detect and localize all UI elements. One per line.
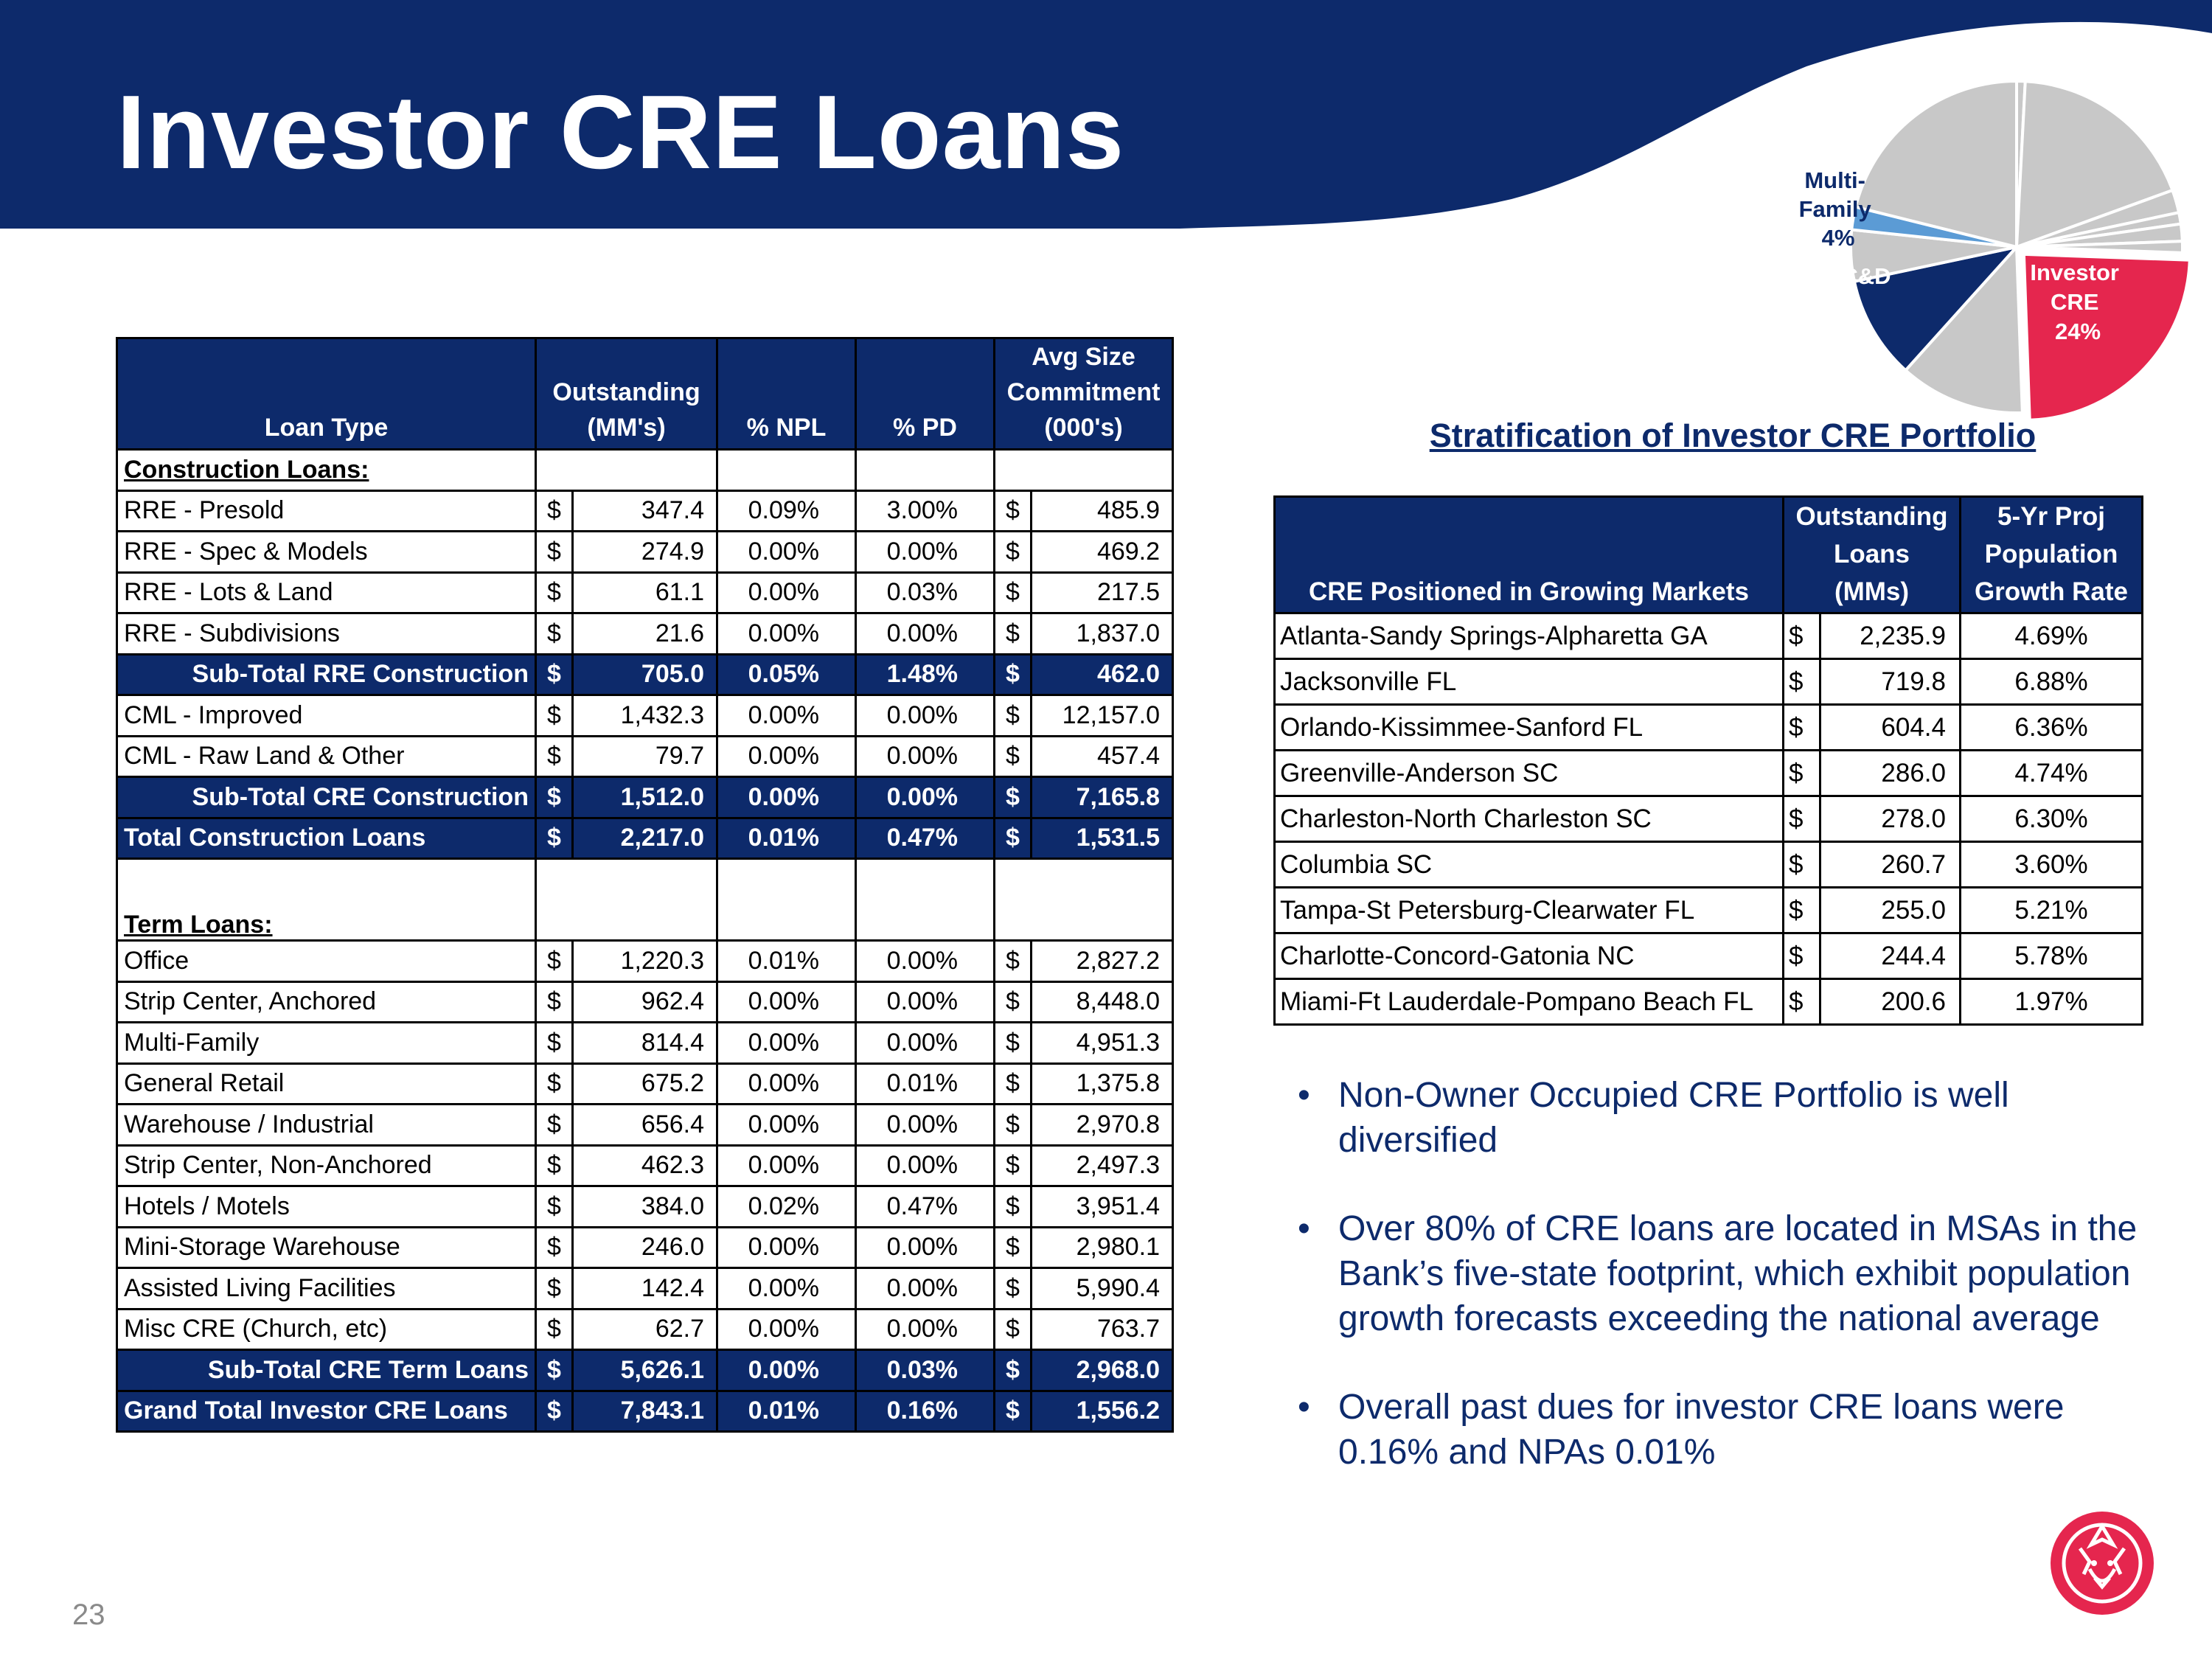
- loan-type-cell: Total Construction Loans: [117, 818, 536, 859]
- pd-cell: 0.03%: [856, 572, 995, 613]
- avg-size-cell: 4,951.3: [1032, 1023, 1173, 1064]
- section-header-row: [117, 859, 1173, 941]
- currency-cell: $: [995, 1145, 1032, 1186]
- growth-rate-cell: 6.36%: [1961, 705, 2143, 751]
- bullet-item: • Over 80% of CRE loans are located in MSAs in the Bank’s five-state footprint, which exhibit population growth forecasts exceeding the national average: [1298, 1206, 2138, 1341]
- currency-cell: $: [536, 1391, 573, 1432]
- npl-cell: 0.00%: [717, 1105, 856, 1146]
- outstanding-cell: 62.7: [573, 1309, 717, 1350]
- table-row: [117, 1145, 1173, 1186]
- table-row: [117, 1186, 1173, 1228]
- avg-size-cell: 217.5: [1032, 572, 1173, 613]
- outstanding-cell: 255.0: [1820, 888, 1961, 933]
- currency-cell: $: [536, 1309, 573, 1350]
- outstanding-cell: 5,626.1: [573, 1350, 717, 1391]
- loan-type-cell: RRE - Subdivisions: [117, 613, 536, 655]
- outstanding-cell: 200.6: [1820, 979, 1961, 1025]
- avg-size-cell: 457.4: [1032, 736, 1173, 777]
- pie-label-investor-cre: Investor CRE 24%: [2030, 260, 2119, 344]
- npl-cell: 0.00%: [717, 1145, 856, 1186]
- outstanding-cell: 462.3: [573, 1145, 717, 1186]
- market-cell: Columbia SC: [1275, 842, 1784, 888]
- avg-size-cell: 8,448.0: [1032, 981, 1173, 1023]
- currency-cell: $: [1784, 751, 1820, 796]
- loan-type-cell: Strip Center, Anchored: [117, 981, 536, 1023]
- currency-cell: $: [995, 532, 1032, 573]
- outstanding-cell: 675.2: [573, 1063, 717, 1105]
- empty-cell: [856, 859, 995, 941]
- pd-cell: 0.00%: [856, 1268, 995, 1310]
- loan-type-cell: Sub-Total RRE Construction: [117, 654, 536, 695]
- avg-size-cell: 7,165.8: [1032, 777, 1173, 818]
- bullet-item: • Non-Owner Occupied CRE Portfolio is well diversified: [1298, 1073, 2138, 1163]
- lion-logo-icon: [2047, 1504, 2157, 1637]
- currency-cell: $: [536, 490, 573, 532]
- empty-cell: [856, 450, 995, 491]
- market-cell: Miami-Ft Lauderdale-Pompano Beach FL: [1275, 979, 1784, 1025]
- outstanding-cell: 347.4: [573, 490, 717, 532]
- section-header-row: [117, 450, 1173, 491]
- currency-cell: $: [536, 654, 573, 695]
- table-row: [117, 572, 1173, 613]
- outstanding-cell: 814.4: [573, 1023, 717, 1064]
- pie-label-cd: C&D: [1841, 263, 1891, 289]
- currency-cell: $: [1784, 705, 1820, 751]
- table-header-row: [117, 338, 1173, 450]
- outstanding-cell: 2,217.0: [573, 818, 717, 859]
- outstanding-cell: 705.0: [573, 654, 717, 695]
- outstanding-cell: 1,432.3: [573, 695, 717, 737]
- pd-cell: 0.03%: [856, 1350, 995, 1391]
- currency-cell: $: [536, 1105, 573, 1146]
- loan-type-cell: CML - Improved: [117, 695, 536, 737]
- currency-cell: $: [995, 941, 1032, 982]
- currency-cell: $: [995, 572, 1032, 613]
- empty-cell: [717, 859, 856, 941]
- table-row: [117, 1268, 1173, 1310]
- npl-cell: 0.00%: [717, 572, 856, 613]
- table-row: [1275, 842, 2143, 888]
- pd-cell: 0.00%: [856, 695, 995, 737]
- currency-cell: $: [536, 1186, 573, 1228]
- currency-cell: $: [536, 1227, 573, 1268]
- npl-cell: 0.05%: [717, 654, 856, 695]
- npl-cell: 0.00%: [717, 1227, 856, 1268]
- loan-type-cell: Misc CRE (Church, etc): [117, 1309, 536, 1350]
- currency-cell: $: [995, 1023, 1032, 1064]
- section-title: Construction Loans:: [117, 450, 536, 491]
- empty-cell: [536, 450, 717, 491]
- npl-cell: 0.01%: [717, 941, 856, 982]
- growth-rate-cell: 1.97%: [1961, 979, 2143, 1025]
- npl-cell: 0.02%: [717, 1186, 856, 1228]
- total-row: [117, 777, 1173, 818]
- avg-size-cell: 2,968.0: [1032, 1350, 1173, 1391]
- currency-cell: $: [995, 613, 1032, 655]
- currency-cell: $: [995, 736, 1032, 777]
- loan-type-cell: Multi-Family: [117, 1023, 536, 1064]
- pie-label-multifamily: Multi- Family 4%: [1798, 167, 1871, 251]
- bullet-glyph: •: [1298, 1388, 1310, 1427]
- section-title: Term Loans:: [117, 859, 536, 941]
- market-cell: Charlotte-Concord-Gatonia NC: [1275, 933, 1784, 979]
- currency-cell: $: [995, 1105, 1032, 1146]
- avg-size-cell: 1,375.8: [1032, 1063, 1173, 1105]
- avg-size-cell: 12,157.0: [1032, 695, 1173, 737]
- table-row: [117, 1023, 1173, 1064]
- outstanding-cell: 1,220.3: [573, 941, 717, 982]
- npl-cell: 0.00%: [717, 1023, 856, 1064]
- growth-rate-cell: 5.78%: [1961, 933, 2143, 979]
- currency-cell: $: [536, 613, 573, 655]
- growing-markets-table: [1273, 495, 2143, 1026]
- table-row: [117, 941, 1173, 982]
- avg-size-cell: 1,837.0: [1032, 613, 1173, 655]
- currency-cell: $: [536, 1268, 573, 1310]
- outstanding-cell: 260.7: [1820, 842, 1961, 888]
- pd-cell: 1.48%: [856, 654, 995, 695]
- pd-cell: 0.00%: [856, 1145, 995, 1186]
- currency-cell: $: [1784, 842, 1820, 888]
- col-header-loan-type: Loan Type: [117, 338, 536, 450]
- loan-type-cell: Grand Total Investor CRE Loans: [117, 1391, 536, 1432]
- loan-type-cell: Mini-Storage Warehouse: [117, 1227, 536, 1268]
- currency-cell: $: [536, 777, 573, 818]
- pd-cell: 0.00%: [856, 777, 995, 818]
- avg-size-cell: 2,827.2: [1032, 941, 1173, 982]
- pd-cell: 0.00%: [856, 1227, 995, 1268]
- outstanding-cell: 604.4: [1820, 705, 1961, 751]
- bullet-item: • Overall past dues for investor CRE loans were 0.16% and NPAs 0.01%: [1298, 1385, 2138, 1475]
- outstanding-cell: 278.0: [1820, 796, 1961, 842]
- empty-cell: [995, 450, 1173, 491]
- currency-cell: $: [536, 1023, 573, 1064]
- bullet-glyph: •: [1298, 1076, 1310, 1115]
- currency-cell: $: [995, 1186, 1032, 1228]
- npl-cell: 0.09%: [717, 490, 856, 532]
- pd-cell: 0.00%: [856, 1309, 995, 1350]
- npl-cell: 0.00%: [717, 777, 856, 818]
- avg-size-cell: 2,497.3: [1032, 1145, 1173, 1186]
- currency-cell: $: [995, 1350, 1032, 1391]
- npl-cell: 0.01%: [717, 818, 856, 859]
- table-header-row: [1275, 497, 2143, 613]
- pd-cell: 3.00%: [856, 490, 995, 532]
- pd-cell: 0.00%: [856, 941, 995, 982]
- avg-size-cell: 763.7: [1032, 1309, 1173, 1350]
- npl-cell: 0.01%: [717, 1391, 856, 1432]
- growth-rate-cell: 4.69%: [1961, 613, 2143, 659]
- currency-cell: $: [1784, 796, 1820, 842]
- table-row: [117, 1063, 1173, 1105]
- loan-type-cell: Assisted Living Facilities: [117, 1268, 536, 1310]
- outstanding-cell: 1,512.0: [573, 777, 717, 818]
- growth-rate-cell: 3.60%: [1961, 842, 2143, 888]
- outstanding-cell: 274.9: [573, 532, 717, 573]
- npl-cell: 0.00%: [717, 736, 856, 777]
- table-row: [1275, 613, 2143, 659]
- currency-cell: $: [1784, 659, 1820, 705]
- currency-cell: $: [995, 777, 1032, 818]
- currency-cell: $: [1784, 933, 1820, 979]
- investor-cre-loan-table: [116, 337, 1174, 1433]
- avg-size-cell: 485.9: [1032, 490, 1173, 532]
- table-row: [117, 736, 1173, 777]
- market-cell: Jacksonville FL: [1275, 659, 1784, 705]
- outstanding-cell: 61.1: [573, 572, 717, 613]
- npl-cell: 0.00%: [717, 1350, 856, 1391]
- npl-cell: 0.00%: [717, 695, 856, 737]
- pd-cell: 0.01%: [856, 1063, 995, 1105]
- table-row: [1275, 933, 2143, 979]
- avg-size-cell: 462.0: [1032, 654, 1173, 695]
- loan-type-cell: Warehouse / Industrial: [117, 1105, 536, 1146]
- currency-cell: $: [536, 532, 573, 573]
- loan-type-cell: RRE - Presold: [117, 490, 536, 532]
- outstanding-cell: 384.0: [573, 1186, 717, 1228]
- currency-cell: $: [995, 1268, 1032, 1310]
- loan-type-cell: General Retail: [117, 1063, 536, 1105]
- loan-type-cell: Sub-Total CRE Construction: [117, 777, 536, 818]
- col-header-outstanding-loans: Outstanding Loans (MMs): [1784, 497, 1961, 613]
- pd-cell: 0.00%: [856, 532, 995, 573]
- currency-cell: $: [536, 695, 573, 737]
- col-header-growth-rate: 5-Yr Proj Population Growth Rate: [1961, 497, 2143, 613]
- table-row: [1275, 796, 2143, 842]
- stratification-title: Stratification of Investor CRE Portfolio: [1429, 417, 2037, 454]
- growth-rate-cell: 4.74%: [1961, 751, 2143, 796]
- key-points-list: [1298, 1073, 2138, 1518]
- col-header-market: CRE Positioned in Growing Markets: [1275, 497, 1784, 613]
- pd-cell: 0.00%: [856, 1105, 995, 1146]
- currency-cell: $: [995, 1063, 1032, 1105]
- total-row: [117, 818, 1173, 859]
- loan-type-cell: Strip Center, Non-Anchored: [117, 1145, 536, 1186]
- growth-rate-cell: 6.30%: [1961, 796, 2143, 842]
- pd-cell: 0.00%: [856, 613, 995, 655]
- npl-cell: 0.00%: [717, 981, 856, 1023]
- currency-cell: $: [536, 941, 573, 982]
- total-row: [117, 654, 1173, 695]
- total-row: [117, 1350, 1173, 1391]
- pd-cell: 0.47%: [856, 818, 995, 859]
- empty-cell: [995, 859, 1173, 941]
- page-title: Investor CRE Loans: [116, 74, 1125, 191]
- outstanding-cell: 962.4: [573, 981, 717, 1023]
- market-cell: Atlanta-Sandy Springs-Alpharetta GA: [1275, 613, 1784, 659]
- table-row: [1275, 705, 2143, 751]
- avg-size-cell: 2,980.1: [1032, 1227, 1173, 1268]
- npl-cell: 0.00%: [717, 613, 856, 655]
- table-row: [117, 1105, 1173, 1146]
- table-row: [117, 1309, 1173, 1350]
- loan-type-cell: Hotels / Motels: [117, 1186, 536, 1228]
- outstanding-cell: 719.8: [1820, 659, 1961, 705]
- avg-size-cell: 1,531.5: [1032, 818, 1173, 859]
- loan-type-cell: RRE - Lots & Land: [117, 572, 536, 613]
- total-row: [117, 1391, 1173, 1432]
- table-row: [117, 490, 1173, 532]
- currency-cell: $: [536, 1145, 573, 1186]
- empty-cell: [536, 859, 717, 941]
- page-number: 23: [72, 1599, 105, 1631]
- table-row: [1275, 888, 2143, 933]
- npl-cell: 0.00%: [717, 532, 856, 573]
- outstanding-cell: 7,843.1: [573, 1391, 717, 1432]
- bullet-glyph: •: [1298, 1209, 1310, 1248]
- currency-cell: $: [536, 1063, 573, 1105]
- pd-cell: 0.00%: [856, 736, 995, 777]
- loan-mix-pie-chart: [1762, 66, 2205, 420]
- outstanding-cell: 142.4: [573, 1268, 717, 1310]
- currency-cell: $: [536, 981, 573, 1023]
- currency-cell: $: [995, 695, 1032, 737]
- pd-cell: 0.47%: [856, 1186, 995, 1228]
- market-cell: Tampa-St Petersburg-Clearwater FL: [1275, 888, 1784, 933]
- col-header-outstanding: Outstanding (MM's): [536, 338, 717, 450]
- currency-cell: $: [536, 1350, 573, 1391]
- col-header-pd: % PD: [856, 338, 995, 450]
- table-row: [117, 981, 1173, 1023]
- outstanding-cell: 244.4: [1820, 933, 1961, 979]
- outstanding-cell: 246.0: [573, 1227, 717, 1268]
- growth-rate-cell: 5.21%: [1961, 888, 2143, 933]
- currency-cell: $: [995, 981, 1032, 1023]
- loan-type-cell: Sub-Total CRE Term Loans: [117, 1350, 536, 1391]
- currency-cell: $: [536, 818, 573, 859]
- table-row: [117, 695, 1173, 737]
- currency-cell: $: [536, 736, 573, 777]
- npl-cell: 0.00%: [717, 1268, 856, 1310]
- table-row: [117, 1227, 1173, 1268]
- currency-cell: $: [536, 572, 573, 613]
- market-cell: Charleston-North Charleston SC: [1275, 796, 1784, 842]
- npl-cell: 0.00%: [717, 1309, 856, 1350]
- table-row: [1275, 659, 2143, 705]
- loan-type-cell: Office: [117, 941, 536, 982]
- avg-size-cell: 1,556.2: [1032, 1391, 1173, 1432]
- col-header-avg-size: Avg Size Commitment (000's): [995, 338, 1173, 450]
- currency-cell: $: [1784, 888, 1820, 933]
- currency-cell: $: [1784, 613, 1820, 659]
- currency-cell: $: [995, 1391, 1032, 1432]
- avg-size-cell: 469.2: [1032, 532, 1173, 573]
- loan-type-cell: CML - Raw Land & Other: [117, 736, 536, 777]
- col-header-npl: % NPL: [717, 338, 856, 450]
- currency-cell: $: [1784, 979, 1820, 1025]
- pd-cell: 0.00%: [856, 1023, 995, 1064]
- outstanding-cell: 286.0: [1820, 751, 1961, 796]
- market-cell: Orlando-Kissimmee-Sanford FL: [1275, 705, 1784, 751]
- loan-type-cell: RRE - Spec & Models: [117, 532, 536, 573]
- currency-cell: $: [995, 490, 1032, 532]
- currency-cell: $: [995, 818, 1032, 859]
- table-row: [1275, 979, 2143, 1025]
- table-row: [1275, 751, 2143, 796]
- pd-cell: 0.00%: [856, 981, 995, 1023]
- outstanding-cell: 79.7: [573, 736, 717, 777]
- avg-size-cell: 3,951.4: [1032, 1186, 1173, 1228]
- market-cell: Greenville-Anderson SC: [1275, 751, 1784, 796]
- currency-cell: $: [995, 1309, 1032, 1350]
- table-row: [117, 532, 1173, 573]
- avg-size-cell: 2,970.8: [1032, 1105, 1173, 1146]
- npl-cell: 0.00%: [717, 1063, 856, 1105]
- outstanding-cell: 21.6: [573, 613, 717, 655]
- avg-size-cell: 5,990.4: [1032, 1268, 1173, 1310]
- currency-cell: $: [995, 1227, 1032, 1268]
- currency-cell: $: [995, 654, 1032, 695]
- table-row: [117, 613, 1173, 655]
- growth-rate-cell: 6.88%: [1961, 659, 2143, 705]
- outstanding-cell: 656.4: [573, 1105, 717, 1146]
- empty-cell: [717, 450, 856, 491]
- pd-cell: 0.16%: [856, 1391, 995, 1432]
- outstanding-cell: 2,235.9: [1820, 613, 1961, 659]
